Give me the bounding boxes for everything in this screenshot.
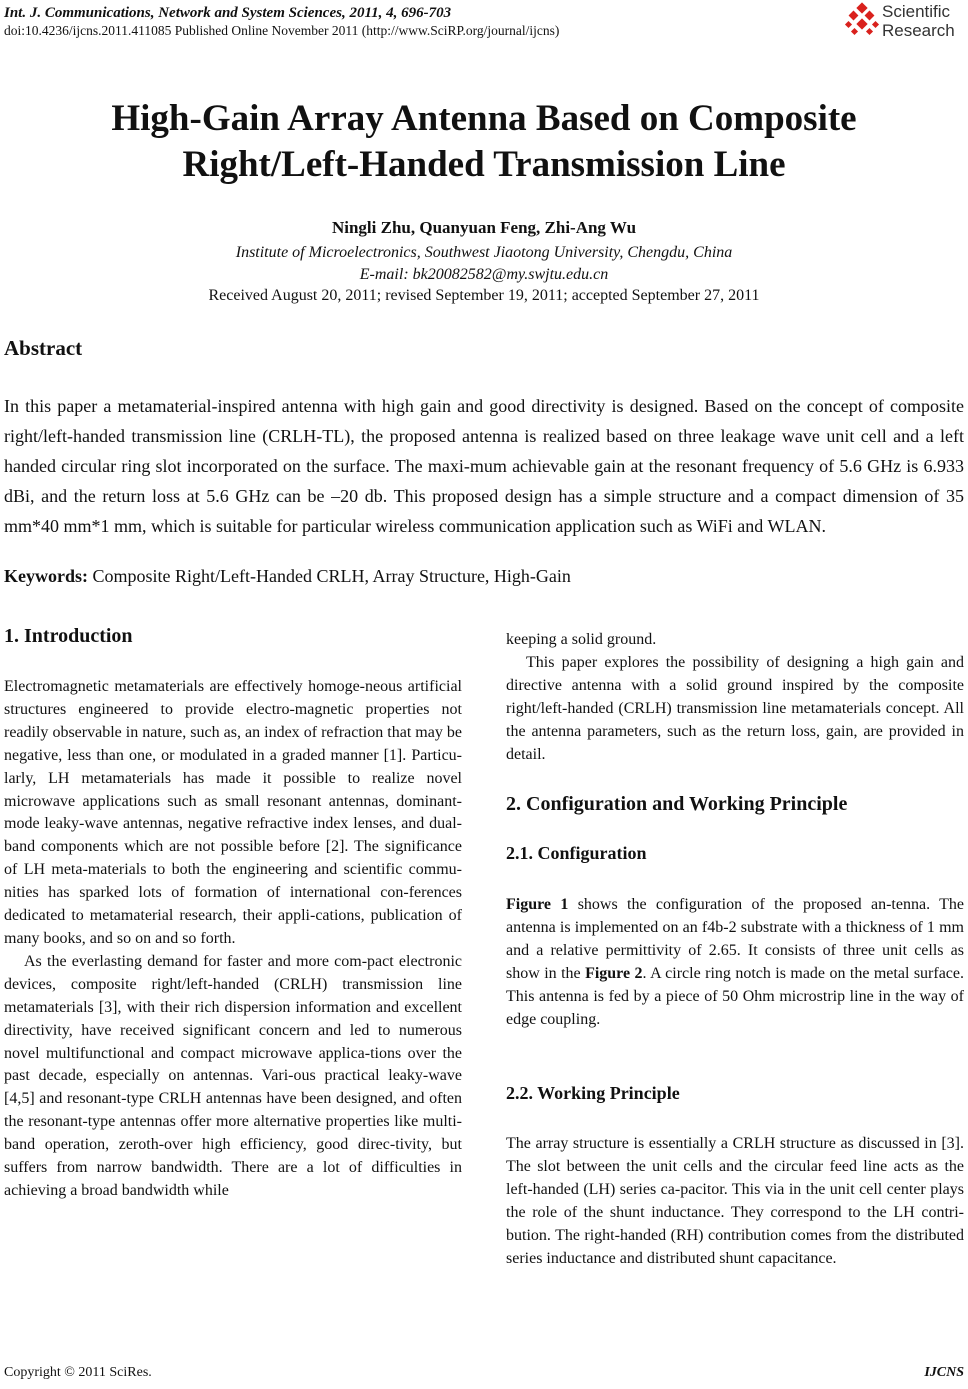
- figure-2-ref: Figure 2: [585, 964, 643, 982]
- copyright: Copyright © 2011 SciRes.: [4, 1365, 152, 1380]
- authors: Ningli Zhu, Quanyuan Feng, Zhi-Ang Wu: [331, 218, 637, 237]
- abstract-text: In this paper a metamaterial-inspired antenna with high gain and good directivity is designed. Based on the concept of composite right/left-handed transmission line (CRLH-TL), the proposed antenna is realized based on three leakage wave unit cell and a left handed circular ring slot incorporated on the surface. The maxi-mum achievable gain at the resonant frequency of 5.6 GHz is 6.933 dBi, and the return loss at 5.6 GHz can be –20 db. This proposed design has a simple structure and a compact dimension of 35 mm*40 mm*1 mm, which is suitable for particular wireless communication application such as WiFi and WLAN.: [4, 396, 964, 536]
- keywords: [4, 566, 571, 587]
- title-line1: High-Gain Array Antenna Based on Composite: [111, 98, 857, 139]
- received-dates: Received August 20, 2011; revised September 19, 2011; accepted September 27, 2011: [208, 287, 760, 304]
- section-1-heading: 1. Introduction: [4, 625, 133, 647]
- journal-volume: , 2011, 4, 696-703: [341, 5, 452, 21]
- email: E-mail: bk20082582@my.swjtu.edu.cn: [359, 266, 609, 283]
- subsection-2-2-heading: 2.2. Working Principle: [506, 1083, 680, 1103]
- page-footer: [4, 1365, 964, 1381]
- config-paragraph: [506, 894, 964, 1031]
- logo-mark-icon: [844, 2, 880, 42]
- intro-paragraph-2: As the everlasting demand for faster and more com-pact electronic devices, composite right/left-handed (CRLH) transmission line metamaterials [3], with their rich dispersion information and excellent directivity, have received significant concern and led to numerous novel multifunctional and compact microwave applica-tions over the past decade, especially on antennas. Vari-ous practical leaky-wave [4,5] and resonant-type CRLH antennas have been designed, and often the resonant-type antennas offer more alternative properties like multi-band operation, zeroth-over high efficiency, good direc-tivity, but suffers from narrow bandwidth. There are a lot of difficulties in achieving a broad bandwidth while: [4, 952, 462, 1199]
- figure-1-ref: Figure 1: [506, 896, 569, 913]
- right-column-top: [506, 629, 964, 766]
- journal-abbrev: IJCNS: [924, 1365, 964, 1380]
- working-principle-paragraph: [506, 1133, 964, 1270]
- affiliation-block: [0, 242, 968, 286]
- paper-title: [0, 96, 968, 188]
- intro-paragraph-3: This paper explores the possibility of designing a high gain and directive antenna with a solid ground inspired by the composite right/left-handed (CRLH) transmission line metamaterials concept. All the antenna parameters, such as the return loss, gain, are provided in detail.: [506, 653, 964, 763]
- logo-line1: Scientific: [882, 2, 951, 21]
- doi-line: doi:10.4236/ijcns.2011.411085 Published Online November 2011 (http://www.SciRP.org/journal/ijcns): [4, 23, 560, 38]
- section-2-heading: 2. Configuration and Working Principle: [506, 793, 848, 815]
- working-principle-text: The array structure is essentially a CRLH structure as discussed in [3]. The slot between the unit cells and the circular feed line acts as the left-handed (LH) series ca-pacitor. This via in the unit cell center plays the role of the shunt inductance. They correspond to the LH contri-bution. The right-handed (RH) contribution comes from the distributed series inductance and distributed shunt capacitance.: [506, 1135, 964, 1267]
- running-header: [4, 4, 559, 40]
- continued-paragraph: keeping a solid ground.: [506, 631, 657, 648]
- keywords-label: Keywords:: [4, 566, 88, 586]
- affiliation: Institute of Microelectronics, Southwest Jiaotong University, Chengdu, China: [235, 244, 733, 261]
- config-text-a: shows the configuration of the proposed an-tenna. The antenna is implemented on an f4b-2 substrate with a thickness of 1 mm and a relative permittivity of 2.65. It consists of three unit cells as show in the: [506, 896, 965, 982]
- subsection-2-1-heading: 2.1. Configuration: [506, 843, 647, 863]
- keywords-text: Composite Right/Left-Handed CRLH, Array Structure, High-Gain: [88, 566, 571, 586]
- config-text-b: . A circle ring notch is made on the metal surface. This antenna is fed by a piece of 50 Ohm microstrip line in the way of edge coupling.: [506, 964, 965, 1028]
- publisher-logo: [844, 2, 964, 44]
- journal-name: Int. J. Communications, Network and System Sciences: [4, 5, 342, 21]
- abstract-heading: Abstract: [4, 336, 83, 360]
- left-column: [4, 676, 462, 1203]
- title-line2: Right/Left-Handed Transmission Line: [182, 144, 786, 185]
- intro-paragraph-1: Electromagnetic metamaterials are effectively homoge-neous artificial structures engineered to provide electro-magnetic properties not readily observable in nature, such as, an index of refraction that may be negative, less than one, or modulated in a graded manner [1]. Particu-larly, LH metamaterials has made it possible to realize novel microwave applications such as small resonant antennas, dominant-mode leaky-wave antennas, negative refractive index lenses, and dual-band components which are not possible before [2]. The significance of LH meta-materials to both the engineering and scientific commu-nities has sparked lots of formation of international con-ferences dedicated to metamaterial research, their appli-cations, publication of many books, and so on and so forth.: [4, 678, 462, 947]
- logo-line2: Research: [882, 21, 955, 40]
